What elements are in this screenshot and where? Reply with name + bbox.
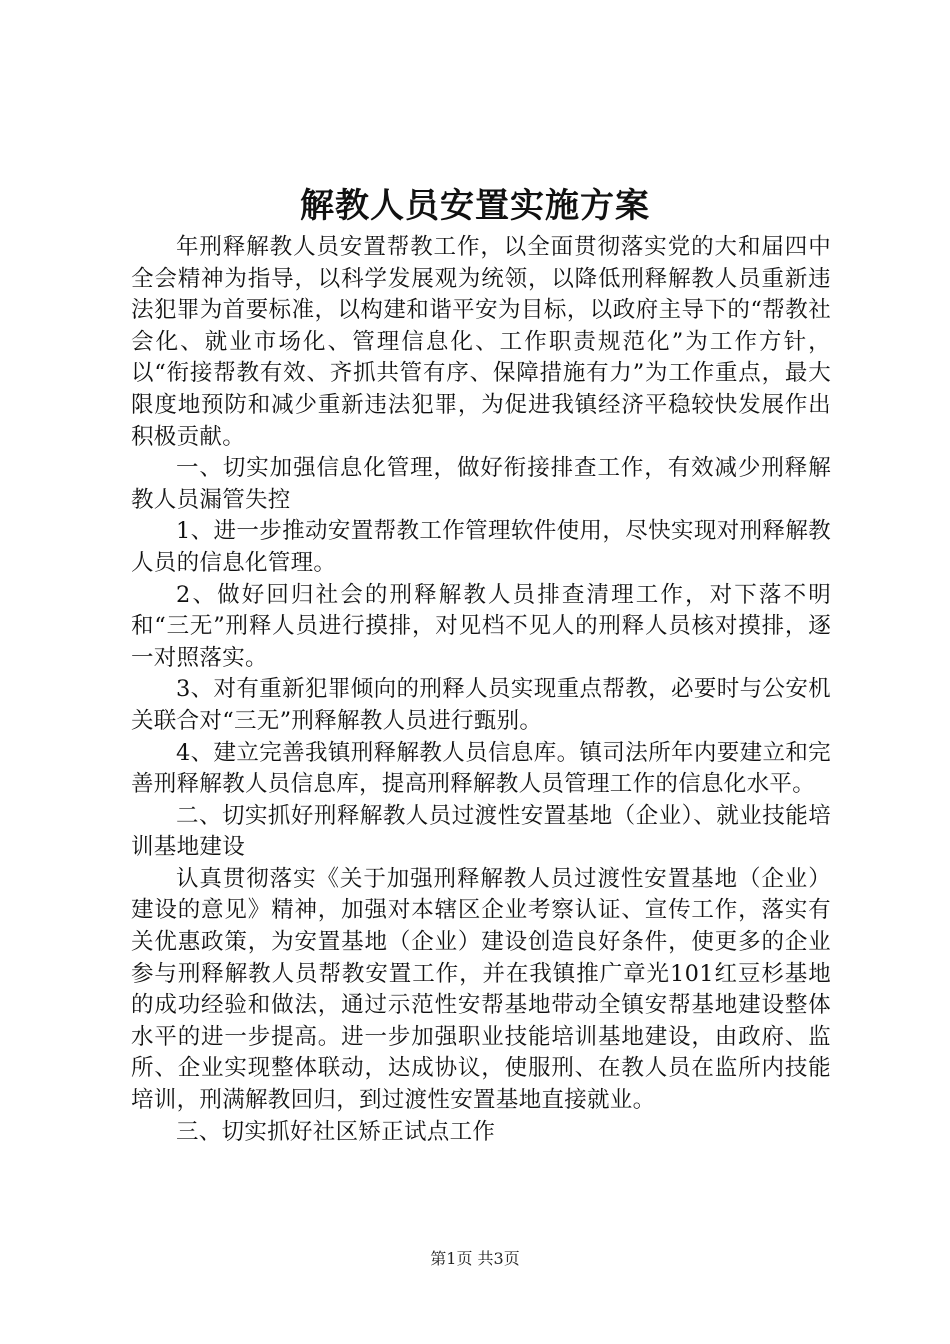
- section-3-heading: 三、切实抓好社区矫正试点工作: [176, 1118, 496, 1145]
- section-1-heading: 一、切实加强信息化管理，做好衔接排查工作，有效减少刑释解教人员漏管失控: [131, 455, 831, 513]
- section-2-paragraph: 认真贯彻落实《关于加强刑释解教人员过渡性安置基地（企业）建设的意见》精神，加强对本辖区企业考察认证、宣传工作，落实有关优惠政策，为安置基地（企业）建设创造良好条件，使更多的企业参与刑释解教人员帮教安置工作，并在我镇推广章光101红豆杉基地的成功经验和做法，通过示范性安帮基地带动全镇安帮基地建设整体水平的进一步提高。进一步加强职业技能培训基地建设，由政府、监所、企业实现整体联动，达成协议，使服刑、在教人员在监所内技能培训，刑满解教回归，到过渡性安置基地直接就业。: [131, 865, 831, 1114]
- intro-paragraph: 年刑释解教人员安置帮教工作，以全面贯彻落实党的大和届四中全会精神为指导，以科学发展观为统领，以降低刑释解教人员重新违法犯罪为首要标准，以构建和谐平安为目标，以政府主导下的“帮教社会化、就业市场化、管理信息化、工作职责规范化”为工作方针，以“衔接帮教有效、齐抓共管有序、保障措施有力”为工作重点，最大限度地预防和减少重新违法犯罪，为促进我镇经济平稳较快发展作出积极贡献。: [131, 234, 831, 450]
- section-1-item-3: 3、对有重新犯罪倾向的刑释人员实现重点帮教，必要时与公安机关联合对“三无”刑释解教人员进行甄别。: [131, 676, 831, 734]
- document-title: 解教人员安置实施方案: [300, 186, 650, 226]
- section-1-item-1: 1、进一步推动安置帮教工作管理软件使用，尽快实现对刑释解教人员的信息化管理。: [131, 518, 831, 576]
- section-2-heading: 二、切实抓好刑释解教人员过渡性安置基地（企业）、就业技能培训基地建设: [131, 802, 831, 861]
- section-1-item-4: 4、建立完善我镇刑释解教人员信息库。镇司法所年内要建立和完善刑释解教人员信息库，提高刑释解教人员管理工作的信息化水平。: [131, 739, 831, 798]
- section-1-item-2: 2、做好回归社会的刑释解教人员排查清理工作，对下落不明和“三无”刑释人员进行摸排，对见档不见人的刑释人员核对摸排，逐一对照落实。: [131, 581, 831, 671]
- page-number-footer: 第1页 共3页: [430, 1249, 520, 1268]
- document-body: [131, 232, 831, 1148]
